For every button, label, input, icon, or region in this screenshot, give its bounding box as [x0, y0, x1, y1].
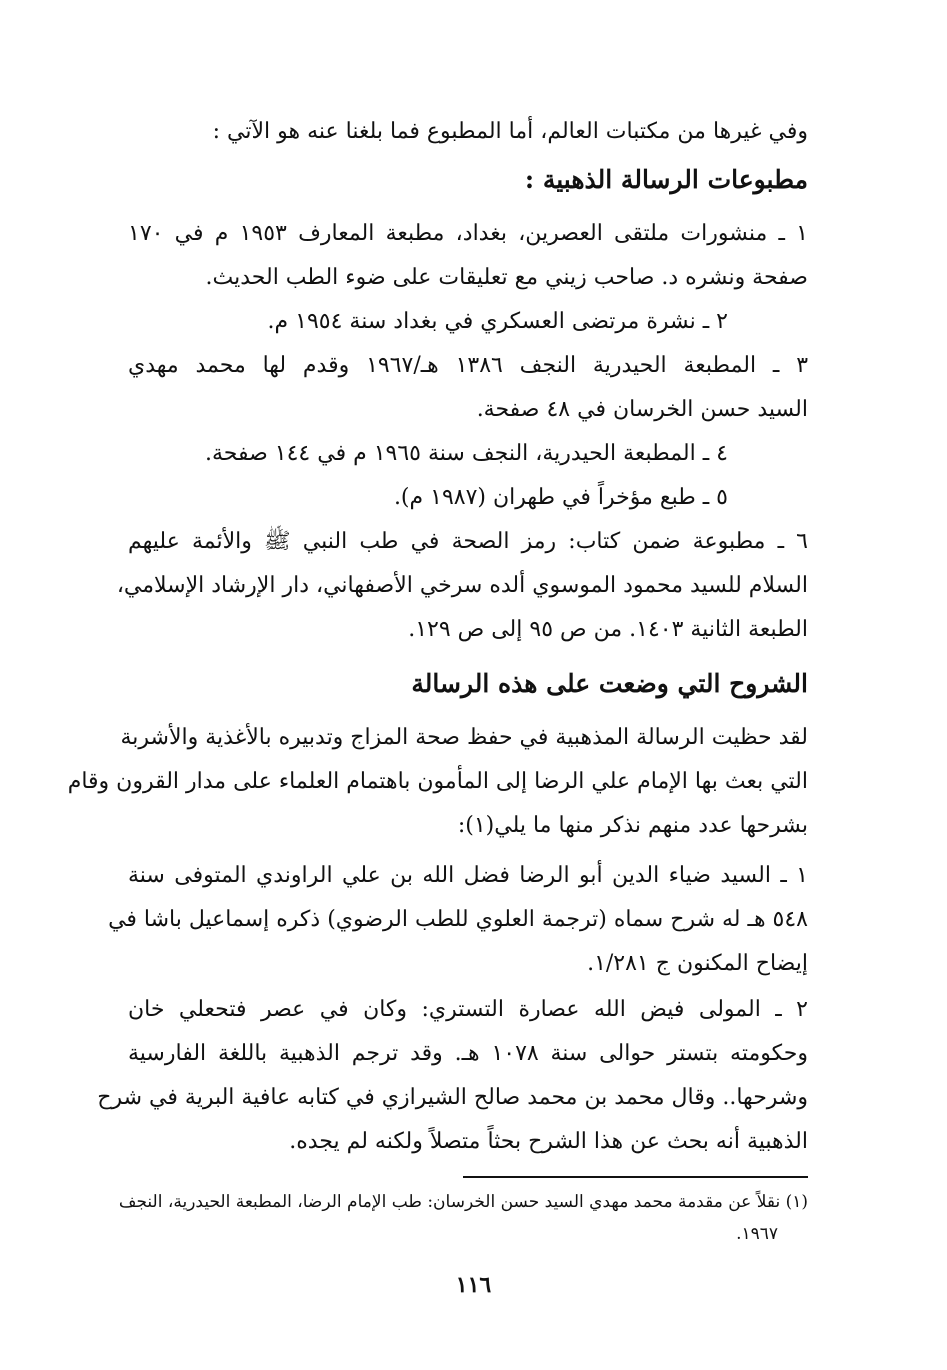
text-line: الطبعة الثانية ١٤٠٣. من ص ٩٥ إلى ص ١٢٩.: [408, 617, 808, 642]
text-line: ٤ ـ المطبعة الحيدرية، النجف سنة ١٩٦٥ م في ١٤٤ صفحة.: [205, 441, 728, 466]
list-item: [128, 344, 808, 432]
footnote-line: ١٩٦٧.: [736, 1224, 778, 1244]
page-body: [67, 110, 809, 1250]
section-heading-commentaries: الشروح التي وضعت على هذه الرسالة: [411, 669, 808, 698]
text-line: التي بعث بها الإمام علي الرضا إلى المأمون باهتمام العلماء على مدار القرون وقام: [67, 769, 808, 794]
section-heading-printed-editions: مطبوعات الرسالة الذهبية :: [524, 165, 808, 194]
text-line: إيضاح المكنون ج ١/٢٨١.: [587, 951, 808, 976]
text-line: السيد حسن الخرسان في ٤٨ صفحة.: [476, 397, 808, 422]
text-line: ٢ ـ نشرة مرتضى العسكري في بغداد سنة ١٩٥٤ م.: [267, 309, 728, 334]
paragraph: [97, 988, 809, 1164]
printed-editions-list: [116, 212, 809, 652]
list-item: [128, 212, 808, 300]
list-item: [128, 476, 808, 520]
text-line: السلام للسيد محمود الموسوي ألده سرخي الأصفهاني، دار الإرشاد الإسلامي،: [116, 573, 808, 598]
text-line: الذهبية أنه بحث عن هذا الشرح بحثاً متصلاً ولكنه لم يجده.: [289, 1129, 808, 1154]
footnote-line: (١) نقلاً عن مقدمة محمد مهدي السيد حسن الخرسان: طب الإمام الرضا، المطبعة الحيدرية، النجف: [118, 1192, 808, 1212]
list-item: [116, 520, 808, 652]
text-line: ١ ـ السيد ضياء الدين أبو الرضا فضل الله بن علي الراوندي المتوفى سنة: [128, 863, 808, 888]
list-item: [128, 432, 808, 476]
text-line: ٢ ـ المولى فيض الله عصارة التستري: وكان في عصر فتحعلي خان: [128, 997, 808, 1022]
intro-line: وفي غيرها من مكتبات العالم، أما المطبوع فما بلغنا عنه هو الآتي :: [212, 119, 808, 144]
text-line: وحكومته بتستر حوالى سنة ١٠٧٨ هـ. وقد ترجم الذهبية باللغة الفارسية: [128, 1041, 809, 1066]
footnote-divider: [463, 1176, 808, 1178]
text-line: صفحة ونشره د. صاحب زيني مع تعليقات على ضوء الطب الحديث.: [205, 265, 808, 290]
text-line: بشرحها عدد منهم نذكر منها ما يلي(١):: [457, 813, 808, 838]
footnote: [118, 1186, 808, 1250]
text-line: ٥٤٨ هـ له شرح سماه (ترجمة العلوي للطب الرضوي) ذكره إسماعيل باشا في: [108, 907, 808, 932]
text-line: ١ ـ منشورات ملتقى العصرين، بغداد، مطبعة المعارف ١٩٥٣ م في ١٧٠: [128, 221, 808, 246]
text-line: ٦ ـ مطبوعة ضمن كتاب: رمز الصحة في طب النبي ﷺ والأئمة عليهم: [128, 529, 808, 554]
paragraph: [108, 854, 808, 986]
paragraph: [67, 716, 808, 848]
list-item: [128, 300, 808, 344]
text-line: ٥ ـ طبع مؤخراً في طهران (١٩٨٧ م).: [393, 485, 728, 510]
text-line: وشرحها.. وقال محمد بن محمد صالح الشيرازي في كتابه عافية البرية في شرح: [97, 1085, 808, 1110]
text-line: ٣ ـ المطبعة الحيدرية النجف ١٣٨٦ هـ/١٩٦٧ وقدم لها محمد مهدي: [128, 353, 809, 378]
page-number: ١١٦: [455, 1272, 492, 1298]
text-line: لقد حظيت الرسالة المذهبية في حفظ صحة المزاج وتدبيره بالأغذية والأشربة: [120, 725, 808, 750]
